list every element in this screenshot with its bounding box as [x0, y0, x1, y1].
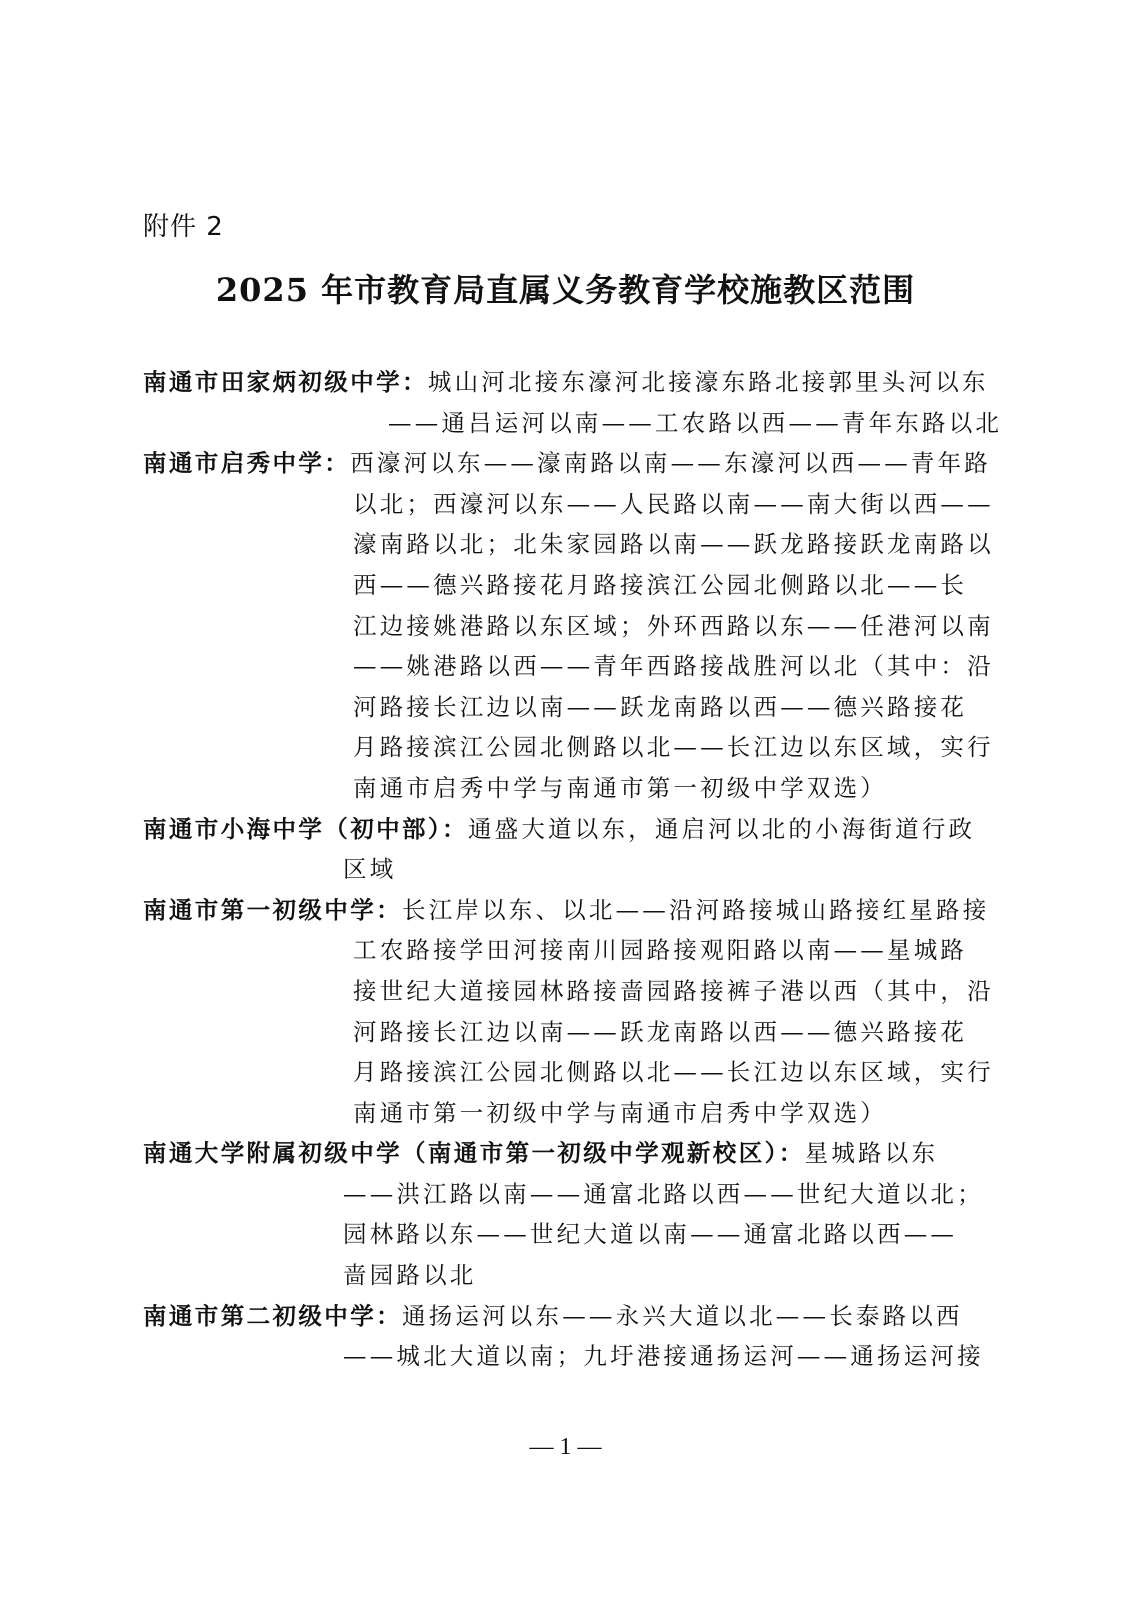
district-text: 河路接长江边以南——跃龙南路以西——德兴路接花	[353, 692, 968, 721]
school-name: 南通市第二初级中学：	[143, 1301, 402, 1330]
school-entry	[143, 443, 994, 808]
district-text: 城山河北接东濠河北接濠东路北接郭里头河以东	[427, 368, 989, 396]
district-text: 南通市启秀中学与南通市第一初级中学双选）	[353, 773, 887, 802]
district-text: 园林路以东——世纪大道以南——通富北路以西——	[343, 1220, 958, 1249]
district-text: 长江岸以东、以北——沿河路接城山路接红星路接	[402, 895, 990, 924]
school-name: 南通市小海中学（初中部）：	[143, 814, 468, 843]
district-text: 西濠河以东——濠南路以南——东濠河以西——青年路	[350, 449, 992, 478]
district-text: 江边接姚港路以东区域；外环西路以东——任港河以南	[353, 611, 994, 640]
school-name: 南通大学附属初级中学（南通市第一初级中学观新校区）：	[143, 1139, 805, 1168]
district-text: 通扬运河以东——永兴大道以北——长泰路以西	[402, 1301, 963, 1330]
page-number: — 1 —	[529, 1434, 602, 1460]
district-text: 月路接滨江公园北侧路以北——长江边以东区域，实行	[353, 1058, 994, 1087]
district-text: 工农路接学田河接南川园路接观阳路以南——星城路	[353, 936, 968, 965]
district-text: 河路接长江边以南——跃龙南路以西——德兴路接花	[353, 1017, 968, 1046]
district-text: 啬园路以北	[343, 1261, 477, 1290]
school-entry	[143, 1133, 984, 1295]
school-entry	[143, 809, 976, 890]
district-text: 濠南路以北；北朱家园路以南——跃龙路接跃龙南路以	[353, 530, 994, 559]
school-name: 南通市田家炳初级中学：	[143, 368, 428, 396]
district-text: 月路接滨江公园北侧路以北——长江边以东区域，实行	[353, 733, 994, 762]
district-text: ——洪江路以南——通富北路以西——世纪大道以北；	[343, 1179, 984, 1208]
school-district-list	[143, 362, 1003, 1377]
school-name: 南通市第一初级中学：	[143, 895, 402, 924]
district-text: 通盛大道以东，通启河以北的小海街道行政	[467, 814, 976, 843]
district-text: 区域	[343, 855, 397, 884]
district-text: ——姚港路以西——青年西路接战胜河以北（其中：沿	[353, 652, 994, 681]
attachment-label: 附件 2	[143, 212, 224, 242]
district-text: 西——德兴路接花月路接滨江公园北侧路以北——长	[353, 570, 968, 599]
school-entry	[143, 362, 1003, 443]
page-title: 2025 年市教育局直属义务教育学校施教区范围	[215, 271, 916, 309]
school-entry	[143, 890, 994, 1134]
district-text: 以北；西濠河以东——人民路以南——南大街以西——	[353, 489, 994, 518]
district-text: ——城北大道以南；九圩港接通扬运河——通扬运河接	[343, 1342, 984, 1371]
district-text: ——通吕运河以南——工农路以西——青年东路以北	[388, 408, 1003, 437]
district-text: 接世纪大道接园林路接啬园路接裤子港以西（其中，沿	[353, 976, 994, 1005]
school-name: 南通市启秀中学：	[143, 449, 351, 478]
school-entry	[143, 1296, 984, 1377]
district-text: 星城路以东	[804, 1139, 939, 1168]
district-text: 南通市第一初级中学与南通市启秀中学双选）	[353, 1098, 887, 1127]
